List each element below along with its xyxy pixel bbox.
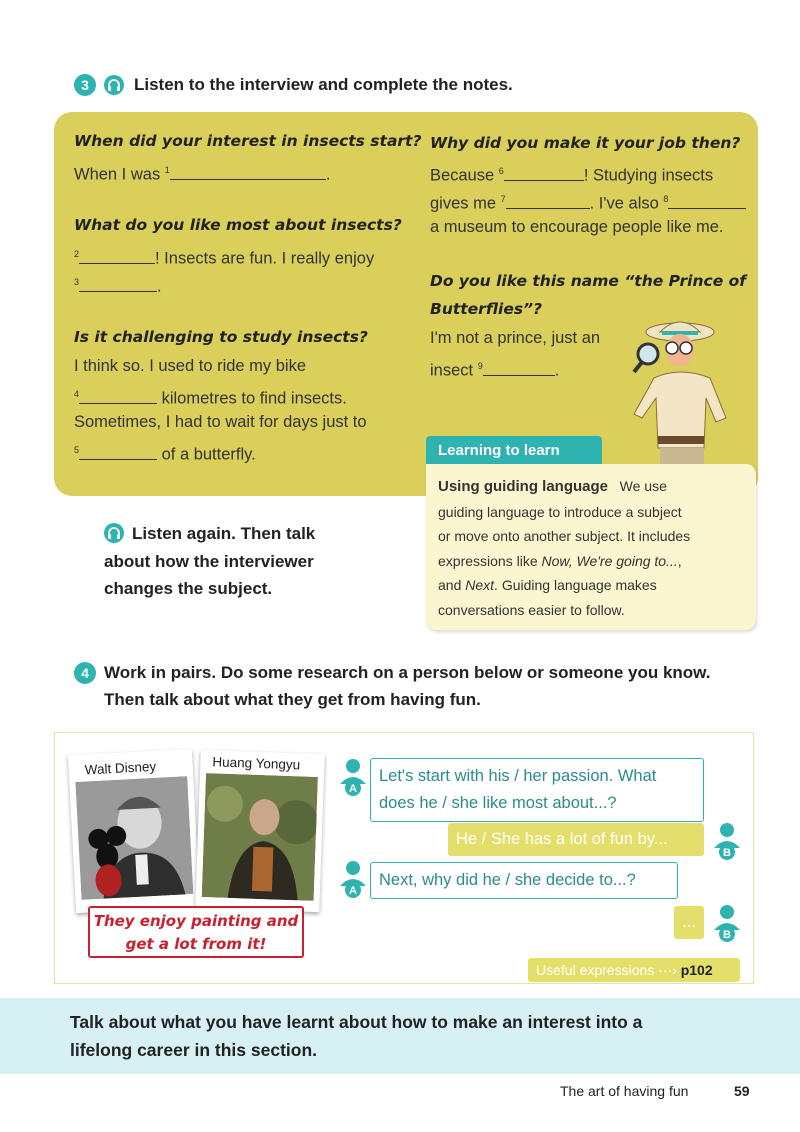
learning-to-learn-tab: Learning to learn — [426, 436, 602, 464]
question-interest-start: When did your interest in insects start? — [74, 132, 422, 150]
question-make-job: Why did you make it your job then? — [430, 134, 741, 152]
photo-walt-disney — [68, 749, 200, 913]
photo-huang-yongyu — [195, 750, 324, 912]
photo-caption: They enjoy painting and get a lot from it! — [88, 906, 304, 958]
ltl-line-6: conversations easier to follow. — [438, 601, 625, 618]
headphones-icon — [104, 523, 124, 543]
useful-expressions-link[interactable]: Useful expressions ···› p102 — [528, 958, 740, 982]
svg-text:B: B — [723, 929, 731, 941]
blank-2[interactable] — [79, 246, 155, 264]
answer-line-1: When I was $^1$ . — [74, 156, 330, 189]
question-like-most: What do you like most about insects? — [74, 216, 402, 234]
ltl-title: Using guiding language — [438, 478, 608, 495]
section4-instruction-line2: Then talk about what they get from having fun. — [104, 690, 481, 709]
blank-7[interactable] — [506, 191, 590, 209]
headphones-icon — [104, 75, 124, 95]
answer-line-b: $^4$ kilometres to find insects. — [74, 380, 347, 413]
summary-line1: Talk about what you have learnt about how to make an interest into a — [70, 1012, 643, 1032]
learning-to-learn-box — [426, 464, 756, 630]
speaker-a-avatar — [340, 860, 366, 900]
section4-instruction-line1: Work in pairs. Do some research on a person below or someone you know. — [104, 663, 711, 682]
answer-line-6: Because $^6$ ! Studying insects — [430, 157, 713, 190]
section3-instruction: Listen to the interview and complete the notes. — [134, 75, 513, 94]
listen-again-line1: Listen again. Then talk — [132, 524, 316, 543]
answer-line-2: $^2$ ! Insects are fun. I really enjoy — [74, 240, 374, 273]
ltl-line-1: We use — [619, 478, 667, 494]
dialogue-bubble-a2: Next, why did he / she decide to...? — [370, 862, 678, 899]
section-number-badge: 3 — [74, 74, 96, 96]
answer-line-3: $^3$ . — [74, 268, 162, 301]
ltl-line-2: guiding language to introduce a subject — [438, 503, 682, 520]
ltl-line-4: expressions like Now, We're going to..., — [438, 552, 682, 569]
listen-again-line3: changes the subject. — [104, 579, 273, 598]
listen-again-line2: about how the interviewer — [104, 552, 314, 571]
dialogue-bubble-b2: ... — [674, 906, 704, 939]
answer-line-7: gives me $^7$ . I've also $^8$ — [430, 185, 746, 218]
answer-line-a: I think so. I used to ride my bike — [74, 357, 307, 375]
answer-line-9: insect $^9$ . — [430, 352, 559, 385]
footer-title: The art of having fun — [560, 1083, 689, 1099]
answer-line-d: $^5$ of a butterfly. — [74, 436, 256, 469]
summary-line2: lifelong career in this section. — [70, 1040, 318, 1060]
explorer-illustration — [620, 318, 750, 468]
speaker-a-avatar — [340, 758, 366, 798]
blank-1[interactable] — [170, 162, 326, 180]
blank-6[interactable] — [504, 163, 584, 181]
page-number: 59 — [734, 1083, 750, 1099]
section-number-badge: 4 — [74, 662, 96, 684]
dialogue-bubble-a1: Let's start with his / her passion. What does he / she like most about...? — [370, 758, 704, 822]
speaker-b-avatar — [714, 904, 740, 944]
speaker-b-avatar — [714, 822, 740, 862]
question-challenging: Is it challenging to study insects? — [74, 328, 368, 346]
dialogue-bubble-b1: He / She has a lot of fun by... — [448, 823, 704, 856]
blank-3[interactable] — [79, 274, 157, 292]
photo-huang-yongyu-label: Huang Yongyu — [212, 754, 301, 773]
blank-9[interactable] — [483, 358, 555, 376]
photo-walt-disney-label: Walt Disney — [84, 758, 157, 778]
ltl-line-5: and Next. Guiding language makes — [438, 577, 657, 593]
answer-line-c: Sometimes, I had to wait for days just to — [74, 413, 367, 431]
question-prince-line1: Do you like this name “the Prince of — [430, 272, 747, 290]
svg-text:A: A — [349, 885, 357, 897]
blank-5[interactable] — [79, 442, 157, 460]
blank-4[interactable] — [79, 386, 157, 404]
answer-prince-line1: I'm not a prince, just an — [430, 329, 601, 347]
svg-text:A: A — [349, 783, 357, 795]
question-prince-line2: Butterflies”? — [430, 300, 543, 318]
ltl-line-3: or move onto another subject. It includes — [438, 528, 691, 544]
summary-strip — [0, 998, 800, 1074]
svg-text:B: B — [723, 847, 731, 859]
answer-line-museum: a museum to encourage people like me. — [430, 218, 724, 236]
blank-8[interactable] — [668, 191, 746, 209]
